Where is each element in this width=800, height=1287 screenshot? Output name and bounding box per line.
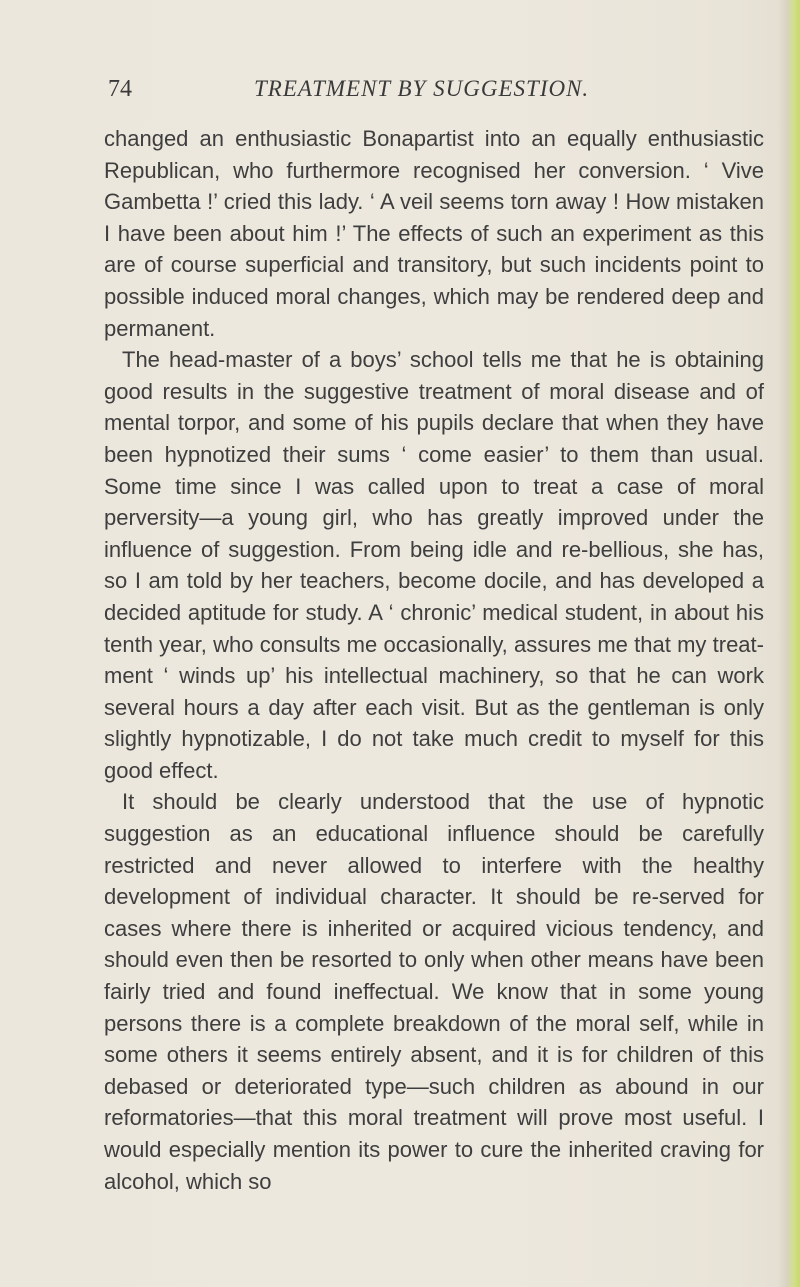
body-text: [104, 123, 764, 1197]
paragraph-2: The head-master of a boys’ school tells me that he is obtaining good results in the suggestive treatment of moral disease and of mental torpor, and some of his pupils declare that when they have been hypnotized their sums ‘ come easier’ to them than usual. Some time since I was called upon to treat a case of moral perversity—a young girl, who has greatly improved under the influence of suggestion. From being idle and re-bellious, she has, so I am told by her teachers, become docile, and has developed a decided aptitude for study. A ‘ chronic’ medical student, in about his tenth year, who consults me occasionally, assures me that my treat-ment ‘ winds up’ his intellectual machinery, so that he can work several hours a day after each visit. But as the gentleman is only slightly hypnotizable, I do not take much credit to myself for this good effect.: [104, 347, 764, 783]
running-title: TREATMENT BY SUGGESTION.: [254, 76, 590, 101]
page-header: [108, 76, 778, 112]
page-number: 74: [108, 76, 132, 102]
paragraph-1: changed an enthusiastic Bonapartist into an equally enthusiastic Republican, who furthermore recognised her conversion. ‘ Vive Gambetta !’ cried this lady. ‘ A veil seems torn away ! How mistaken I have been about him !’ The effects of such an experiment as this are of course superficial and transitory, but such incidents point to possible induced moral changes, which may be rendered deep and permanent.: [104, 126, 764, 341]
paragraph-3: It should be clearly understood that the use of hypnotic suggestion as an educational influence should be carefully restricted and never allowed to interfere with the healthy development of individual character. It should be re-served for cases where there is inherited or acquired vicious tendency, and should even then be resorted to only when other means have been fairly tried and found ineffectual. We know that in some young persons there is a complete breakdown of the moral self, while in some others it seems entirely absent, and it is for children of this debased or deteriorated type—such children as abound in our reformatories—that this moral treatment will prove most useful. I would especially mention its power to cure the inherited craving for alcohol, which so: [104, 789, 764, 1194]
page-edge: [778, 0, 800, 1287]
